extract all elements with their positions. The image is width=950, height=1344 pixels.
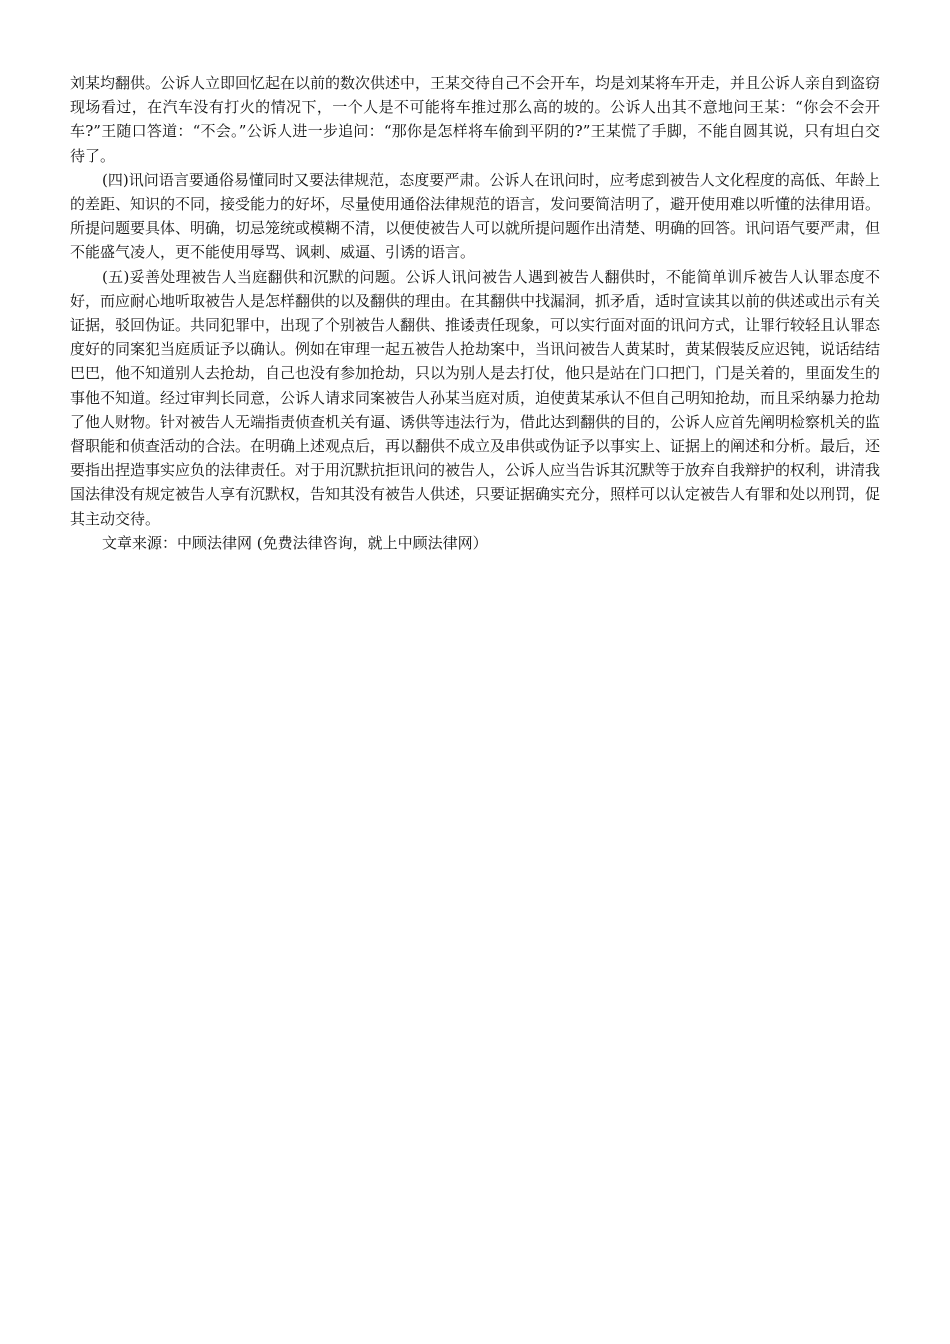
document-body: [70, 71, 880, 555]
paragraph-section-4: (四)讯问语言要通俗易懂同时又要法律规范，态度要严肃。公诉人在讯问时，应考虑到被告人文化程度的高低、年龄上的差距、知识的不同，接受能力的好坏，尽量使用通俗法律规范的语言，发问要简洁明了，避开使用难以听懂的法律用语。所提问题要具体、明确，切忌笼统或模糊不清，以便使被告人可以就所提问题作出清楚、明确的回答。讯问语气要严肃，但不能盛气凌人，更不能使用辱骂、讽刺、威逼、引诱的语言。: [70, 170, 881, 262]
paragraph-section-5: (五)妥善处理被告人当庭翻供和沉默的问题。公诉人讯问被告人遇到被告人翻供时，不能简单训斥被告人认罪态度不好，而应耐心地听取被告人是怎样翻供的以及翻供的理由。在其翻供中找漏洞，抓矛盾，适时宣读其以前的供述或出示有关证据，驳回伪证。共同犯罪中，出现了个别被告人翻供、推诿责任现象，可以实行面对面的讯问方式，让罪行较轻且认罪态度好的同案犯当庭质证予以确认。例如在审理一起五被告人抢劫案中，当讯问被告人黄某时，黄某假装反应迟钝，说话结结巴巴，他不知道别人去抢劫，自己也没有参加抢劫，只以为别人是去打仗，他只是站在门口把门，门是关着的，里面发生的事他不知道。经过审判长同意，公诉人请求同案被告人孙某当庭对质，迫使黄某承认不但自己明知抢劫，而且采纳暴力抢劫了他人财物。针对被告人无端指责侦查机关有逼、诱供等违法行为，借此达到翻供的目的，公诉人应首先阐明检察机关的监督职能和侦查活动的合法。在明确上述观点后，再以翻供不成立及串供或伪证予以事实上、证据上的阐述和分析。最后，还要指出捏造事实应负的法律责任。对于用沉默抗拒讯问的被告人，公诉人应当告诉其沉默等于放弃自我辩护的权利，讲清我国法律没有规定被告人享有沉默权，告知其没有被告人供述，只要证据确实充分，照样可以认定被告人有罪和处以刑罚，促其主动交待。: [70, 267, 881, 528]
source-line: 文章来源：中顾法律网 (免费法律咨询，就上中顾法律网）: [102, 533, 488, 552]
paragraph-continuation: 刘某均翻供。公诉人立即回忆起在以前的数次供述中，王某交待自己不会开车，均是刘某将车开走，并且公诉人亲自到盗窃现场看过，在汽车没有打火的情况下，一个人是不可能将车推过那么高的坡的。公诉人出其不意地问王某：“你会不会开车?”王随口答道：“不会。”公诉人进一步追问：“那你是怎样将车偷到平阴的?”王某慌了手脚，不能自圆其说，只有坦白交待了。: [70, 74, 881, 165]
